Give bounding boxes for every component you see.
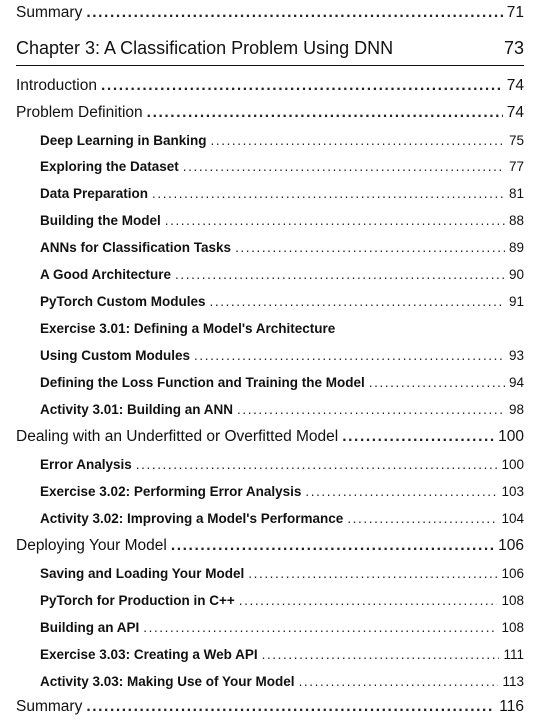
toc-entry[interactable] <box>40 348 524 363</box>
toc-entry-page: 74 <box>506 104 524 121</box>
toc-entry[interactable] <box>16 104 524 122</box>
toc-entry-page: 108 <box>501 620 524 635</box>
toc-entry-title: Deep Learning in Banking <box>40 133 207 148</box>
toc-entry-page: 88 <box>508 213 524 228</box>
toc-entry-title: Activity 3.01: Building an ANN <box>40 402 234 417</box>
dot-leader <box>299 674 499 689</box>
dot-leader <box>86 698 495 716</box>
toc-entry-title: Exercise 3.01: Defining a Model's Architecture <box>40 321 336 336</box>
toc-entry-page: 94 <box>508 375 524 390</box>
toc-entry[interactable] <box>16 537 524 555</box>
toc-entry-page: 75 <box>508 133 524 148</box>
dot-leader <box>171 537 494 555</box>
dot-leader <box>248 566 497 581</box>
toc-entry-title: Exercise 3.03: Creating a Web API <box>40 647 258 662</box>
toc-entry-title: PyTorch for Production in C++ <box>40 593 235 608</box>
toc-entry-title: Introduction <box>16 77 97 94</box>
toc-entry[interactable] <box>40 321 524 336</box>
toc-entry-page: 90 <box>508 267 524 282</box>
dot-leader <box>239 593 498 608</box>
dot-leader <box>210 294 505 309</box>
toc-entry[interactable] <box>40 674 524 689</box>
toc-entry[interactable] <box>40 267 524 282</box>
dot-leader <box>152 186 505 201</box>
dot-leader <box>262 647 500 662</box>
toc-entry-title: ANNs for Classification Tasks <box>40 240 232 255</box>
dot-leader <box>305 484 497 499</box>
chapter-page: 73 <box>503 38 524 58</box>
toc-entry[interactable] <box>40 186 524 201</box>
toc-entry-page: 89 <box>508 240 524 255</box>
dot-leader <box>136 457 498 472</box>
dot-leader <box>369 375 505 390</box>
dot-leader <box>183 159 505 174</box>
toc-entry-title: Deploying Your Model <box>16 537 167 554</box>
toc-entry-title: Summary <box>16 4 83 21</box>
toc-entry-page: 104 <box>501 511 524 526</box>
dot-leader <box>147 104 503 122</box>
toc-entry-title: Exercise 3.02: Performing Error Analysis <box>40 484 302 499</box>
toc-entry-page: 108 <box>501 593 524 608</box>
toc-entry-page: 98 <box>508 402 524 417</box>
toc-entry-page: 111 <box>503 647 524 662</box>
toc-entry-title: PyTorch Custom Modules <box>40 294 206 309</box>
dot-leader <box>237 402 505 417</box>
toc-entry-title: Data Preparation <box>40 186 149 201</box>
toc-entry-title: Building an API <box>40 620 140 635</box>
dot-leader <box>175 267 505 282</box>
dot-leader <box>235 240 505 255</box>
toc-entry-title: Summary <box>16 698 83 715</box>
toc-entry-title: Building the Model <box>40 213 161 228</box>
toc-entry[interactable] <box>40 213 524 228</box>
toc-entry[interactable] <box>16 77 524 95</box>
toc-entry[interactable] <box>40 457 524 472</box>
toc-entry[interactable] <box>40 402 524 417</box>
toc-entry[interactable] <box>40 133 524 148</box>
toc-entry-title: Activity 3.02: Improving a Model's Performance <box>40 511 344 526</box>
chapter-heading[interactable] <box>16 38 524 66</box>
dot-leader <box>211 133 505 148</box>
dot-leader <box>347 511 497 526</box>
toc-entry-title: A Good Architecture <box>40 267 172 282</box>
toc-entry-page: 103 <box>501 484 524 499</box>
toc-entry-title: Dealing with an Underfitted or Overfitted Model <box>16 428 339 445</box>
toc-entry-page: 71 <box>506 4 524 21</box>
toc-entry[interactable] <box>40 375 524 390</box>
toc-entry[interactable] <box>16 698 524 716</box>
toc-entry-page: 81 <box>508 186 524 201</box>
toc-entry-page: 77 <box>508 159 524 174</box>
toc-entry[interactable] <box>40 647 524 662</box>
dot-leader <box>143 620 497 635</box>
toc-entry[interactable] <box>40 511 524 526</box>
toc-entry-page: 100 <box>498 428 524 445</box>
toc-entry-page: 106 <box>501 566 524 581</box>
toc-entry[interactable] <box>40 484 524 499</box>
toc-entry-page: 113 <box>502 674 524 689</box>
toc-entry-page: 74 <box>506 77 524 94</box>
toc-entry-title: Exploring the Dataset <box>40 159 179 174</box>
toc-entry-title: Using Custom Modules <box>40 348 191 363</box>
toc-entry[interactable] <box>40 294 524 309</box>
toc-entry[interactable] <box>40 593 524 608</box>
toc-entry-page: 100 <box>501 457 524 472</box>
toc-entry-page: 116 <box>499 698 524 715</box>
toc-entry-title: Problem Definition <box>16 104 143 121</box>
toc-entry-page: 106 <box>498 537 524 554</box>
toc-entry-title: Activity 3.03: Making Use of Your Model <box>40 674 295 689</box>
dot-leader <box>342 428 494 446</box>
dot-leader <box>86 4 502 22</box>
dot-leader <box>194 348 505 363</box>
chapter-title: Chapter 3: A Classification Problem Using DNN <box>16 38 394 58</box>
toc-entry[interactable] <box>16 428 524 446</box>
toc-entry[interactable] <box>40 620 524 635</box>
dot-leader <box>101 77 503 95</box>
toc-entry-page: 93 <box>508 348 524 363</box>
toc-entry[interactable] <box>40 159 524 174</box>
toc-entry-title: Defining the Loss Function and Training the Model <box>40 375 365 390</box>
toc-entry[interactable] <box>40 240 524 255</box>
toc-entry-page: 91 <box>508 294 524 309</box>
toc-entry-title: Saving and Loading Your Model <box>40 566 245 581</box>
toc-entry-summary-top[interactable] <box>16 4 524 22</box>
toc-entry[interactable] <box>40 566 524 581</box>
toc-entry-title: Error Analysis <box>40 457 132 472</box>
dot-leader <box>165 213 505 228</box>
